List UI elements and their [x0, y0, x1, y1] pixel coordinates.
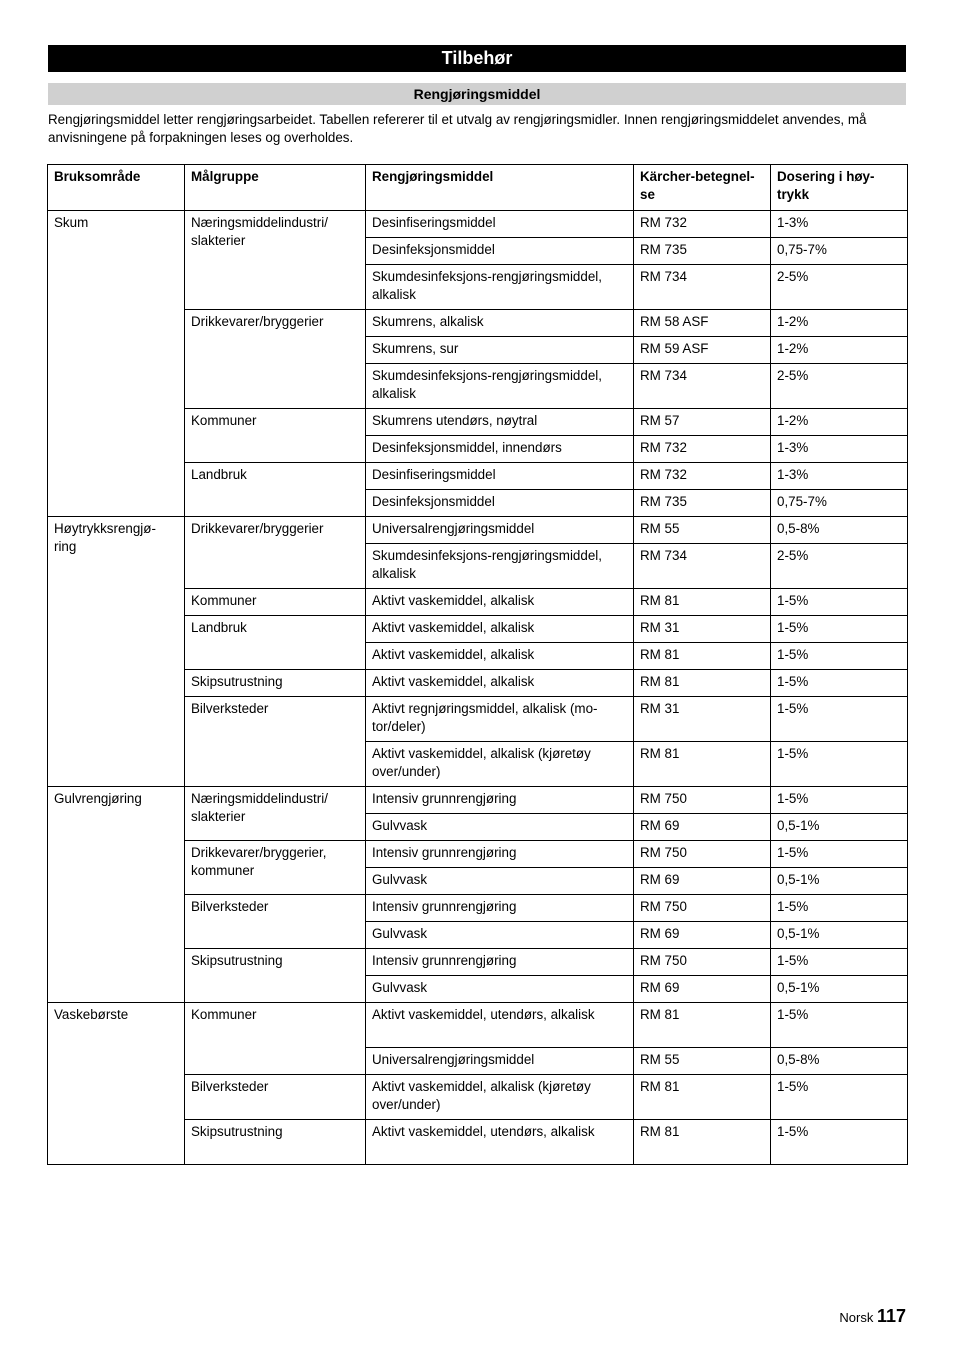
header-dosage: Dosering i høy-trykk [771, 165, 908, 211]
cell-dosage: 1-3% [771, 211, 908, 238]
cell-detergent: Gulvvask [366, 868, 634, 895]
cell-designation: RM 59 ASF [634, 337, 771, 364]
cell-target-group: Kommuner [185, 1003, 366, 1075]
cell-detergent: Gulvvask [366, 922, 634, 949]
cell-designation: RM 31 [634, 616, 771, 643]
header-target-group: Målgruppe [185, 165, 366, 211]
cell-designation: RM 732 [634, 436, 771, 463]
cell-designation: RM 31 [634, 697, 771, 742]
cell-dosage: 0,5-1% [771, 814, 908, 841]
cell-designation: RM 69 [634, 976, 771, 1003]
cell-designation: RM 81 [634, 1003, 771, 1048]
cell-designation: RM 750 [634, 841, 771, 868]
cell-detergent: Skumdesinfeksjons-rengjøringsmiddel, alkalisk [366, 544, 634, 589]
cell-area: Skum [48, 211, 185, 517]
cell-designation: RM 735 [634, 238, 771, 265]
header-designation: Kärcher-betegnel-se [634, 165, 771, 211]
cell-designation: RM 69 [634, 868, 771, 895]
cell-dosage: 1-5% [771, 616, 908, 643]
cell-target-group: Bilverksteder [185, 697, 366, 787]
cell-area: Vaskebørste [48, 1003, 185, 1165]
cell-area: Gulvrengjøring [48, 787, 185, 1003]
cell-designation: RM 735 [634, 490, 771, 517]
section-title: Rengjøringsmiddel [48, 83, 906, 105]
cell-detergent: Aktivt vaskemiddel, utendørs, alkalisk [366, 1120, 634, 1165]
cell-detergent: Skumrens, sur [366, 337, 634, 364]
cell-dosage: 1-5% [771, 949, 908, 976]
cell-dosage: 0,5-8% [771, 1048, 908, 1075]
cell-detergent: Aktivt vaskemiddel, alkalisk [366, 643, 634, 670]
cell-dosage: 1-2% [771, 409, 908, 436]
cell-designation: RM 750 [634, 895, 771, 922]
cell-dosage: 0,5-1% [771, 868, 908, 895]
cell-designation: RM 750 [634, 787, 771, 814]
cell-target-group: Næringsmiddelindustri/ slakterier [185, 787, 366, 841]
cell-dosage: 0,75-7% [771, 238, 908, 265]
cell-designation: RM 55 [634, 517, 771, 544]
cell-target-group: Landbruk [185, 463, 366, 517]
cell-dosage: 1-5% [771, 697, 908, 742]
cell-detergent: Intensiv grunnrengjøring [366, 949, 634, 976]
cell-detergent: Skumdesinfeksjons-rengjøringsmiddel, alkalisk [366, 265, 634, 310]
cell-target-group: Drikkevarer/bryggerier, kommuner [185, 841, 366, 895]
cell-designation: RM 58 ASF [634, 310, 771, 337]
cell-dosage: 1-5% [771, 841, 908, 868]
cell-detergent: Universalrengjøringsmiddel [366, 1048, 634, 1075]
cell-detergent: Intensiv grunnrengjøring [366, 841, 634, 868]
cell-designation: RM 69 [634, 922, 771, 949]
cell-target-group: Kommuner [185, 409, 366, 463]
cell-detergent: Skumdesinfeksjons-rengjøringsmiddel, alkalisk [366, 364, 634, 409]
cell-dosage: 0,5-8% [771, 517, 908, 544]
cell-target-group: Skipsutrustning [185, 1120, 366, 1165]
cell-detergent: Aktivt vaskemiddel, alkalisk [366, 670, 634, 697]
cell-designation: RM 734 [634, 364, 771, 409]
cell-dosage: 2-5% [771, 364, 908, 409]
cell-detergent: Aktivt vaskemiddel, alkalisk [366, 589, 634, 616]
cell-dosage: 0,5-1% [771, 976, 908, 1003]
cell-detergent: Skumrens, alkalisk [366, 310, 634, 337]
table-body [48, 211, 908, 1165]
cell-dosage: 1-2% [771, 337, 908, 364]
cell-designation: RM 81 [634, 742, 771, 787]
cell-target-group: Skipsutrustning [185, 670, 366, 697]
cell-target-group: Skipsutrustning [185, 949, 366, 1003]
table-row [48, 517, 908, 544]
cell-detergent: Intensiv grunnrengjøring [366, 895, 634, 922]
cell-target-group: Drikkevarer/bryggerier [185, 310, 366, 409]
cell-target-group: Bilverksteder [185, 1075, 366, 1120]
table-row [48, 787, 908, 814]
cell-target-group: Landbruk [185, 616, 366, 670]
intro-text: Rengjøringsmiddel letter rengjøringsarbeidet. Tabellen refererer til et utvalg av rengjøringsmidler. Innen rengjøringsmiddelet anvendes, må anvisningene på forpakningen leses og overholdes. [48, 112, 867, 145]
cell-designation: RM 732 [634, 463, 771, 490]
cell-detergent: Aktivt vaskemiddel, utendørs, alkalisk [366, 1003, 634, 1048]
cell-designation: RM 81 [634, 1075, 771, 1120]
cell-designation: RM 81 [634, 670, 771, 697]
cell-dosage: 1-5% [771, 1075, 908, 1120]
cell-dosage: 2-5% [771, 265, 908, 310]
cell-target-group: Kommuner [185, 589, 366, 616]
table-row [48, 211, 908, 238]
page-number: 117 [876, 1306, 906, 1326]
cell-detergent: Gulvvask [366, 976, 634, 1003]
cell-dosage: 1-3% [771, 463, 908, 490]
cell-designation: RM 81 [634, 643, 771, 670]
cell-detergent: Skumrens utendørs, nøytral [366, 409, 634, 436]
cell-detergent: Aktivt vaskemiddel, alkalisk (kjøretøy over/under) [366, 1075, 634, 1120]
cell-detergent: Universalrengjøringsmiddel [366, 517, 634, 544]
cell-detergent: Intensiv grunnrengjøring [366, 787, 634, 814]
header-area: Bruksområde [48, 165, 185, 211]
cell-dosage: 1-5% [771, 742, 908, 787]
cell-dosage: 1-5% [771, 670, 908, 697]
cell-detergent: Desinfeksjonsmiddel, innendørs [366, 436, 634, 463]
cell-dosage: 1-5% [771, 589, 908, 616]
cell-dosage: 1-5% [771, 787, 908, 814]
cell-designation: RM 69 [634, 814, 771, 841]
cell-dosage: 0,5-1% [771, 922, 908, 949]
cell-target-group: Næringsmiddelindustri/ slakterier [185, 211, 366, 310]
cell-dosage: 1-5% [771, 1003, 908, 1048]
cell-designation: RM 734 [634, 265, 771, 310]
cleaning-agents-table [47, 164, 908, 1165]
table-header-row [48, 165, 908, 211]
cell-target-group: Bilverksteder [185, 895, 366, 949]
cell-dosage: 1-2% [771, 310, 908, 337]
footer-language: Norsk [839, 1310, 874, 1325]
cell-dosage: 1-3% [771, 436, 908, 463]
cell-designation: RM 732 [634, 211, 771, 238]
cell-target-group: Drikkevarer/bryggerier [185, 517, 366, 589]
cell-designation: RM 57 [634, 409, 771, 436]
cell-detergent: Desinfeksjonsmiddel [366, 490, 634, 517]
cell-detergent: Desinfiseringsmiddel [366, 211, 634, 238]
cell-dosage: 2-5% [771, 544, 908, 589]
cell-detergent: Desinfeksjonsmiddel [366, 238, 634, 265]
cell-dosage: 1-5% [771, 643, 908, 670]
cell-detergent: Aktivt regnjøringsmiddel, alkalisk (mo-tor/deler) [366, 697, 634, 742]
cell-designation: RM 55 [634, 1048, 771, 1075]
cell-designation: RM 734 [634, 544, 771, 589]
cell-dosage: 0,75-7% [771, 490, 908, 517]
cell-detergent: Aktivt vaskemiddel, alkalisk (kjøretøy over/under) [366, 742, 634, 787]
cell-area: Høytrykksrengjø-ring [48, 517, 185, 787]
cell-designation: RM 750 [634, 949, 771, 976]
header-detergent: Rengjøringsmiddel [366, 165, 634, 211]
cell-dosage: 1-5% [771, 1120, 908, 1165]
table-row [48, 1003, 908, 1048]
cell-detergent: Gulvvask [366, 814, 634, 841]
page-title: Tilbehør [48, 45, 906, 72]
cell-detergent: Aktivt vaskemiddel, alkalisk [366, 616, 634, 643]
cell-detergent: Desinfiseringsmiddel [366, 463, 634, 490]
cell-designation: RM 81 [634, 1120, 771, 1165]
cell-dosage: 1-5% [771, 895, 908, 922]
cell-designation: RM 81 [634, 589, 771, 616]
page-footer [839, 1306, 906, 1327]
